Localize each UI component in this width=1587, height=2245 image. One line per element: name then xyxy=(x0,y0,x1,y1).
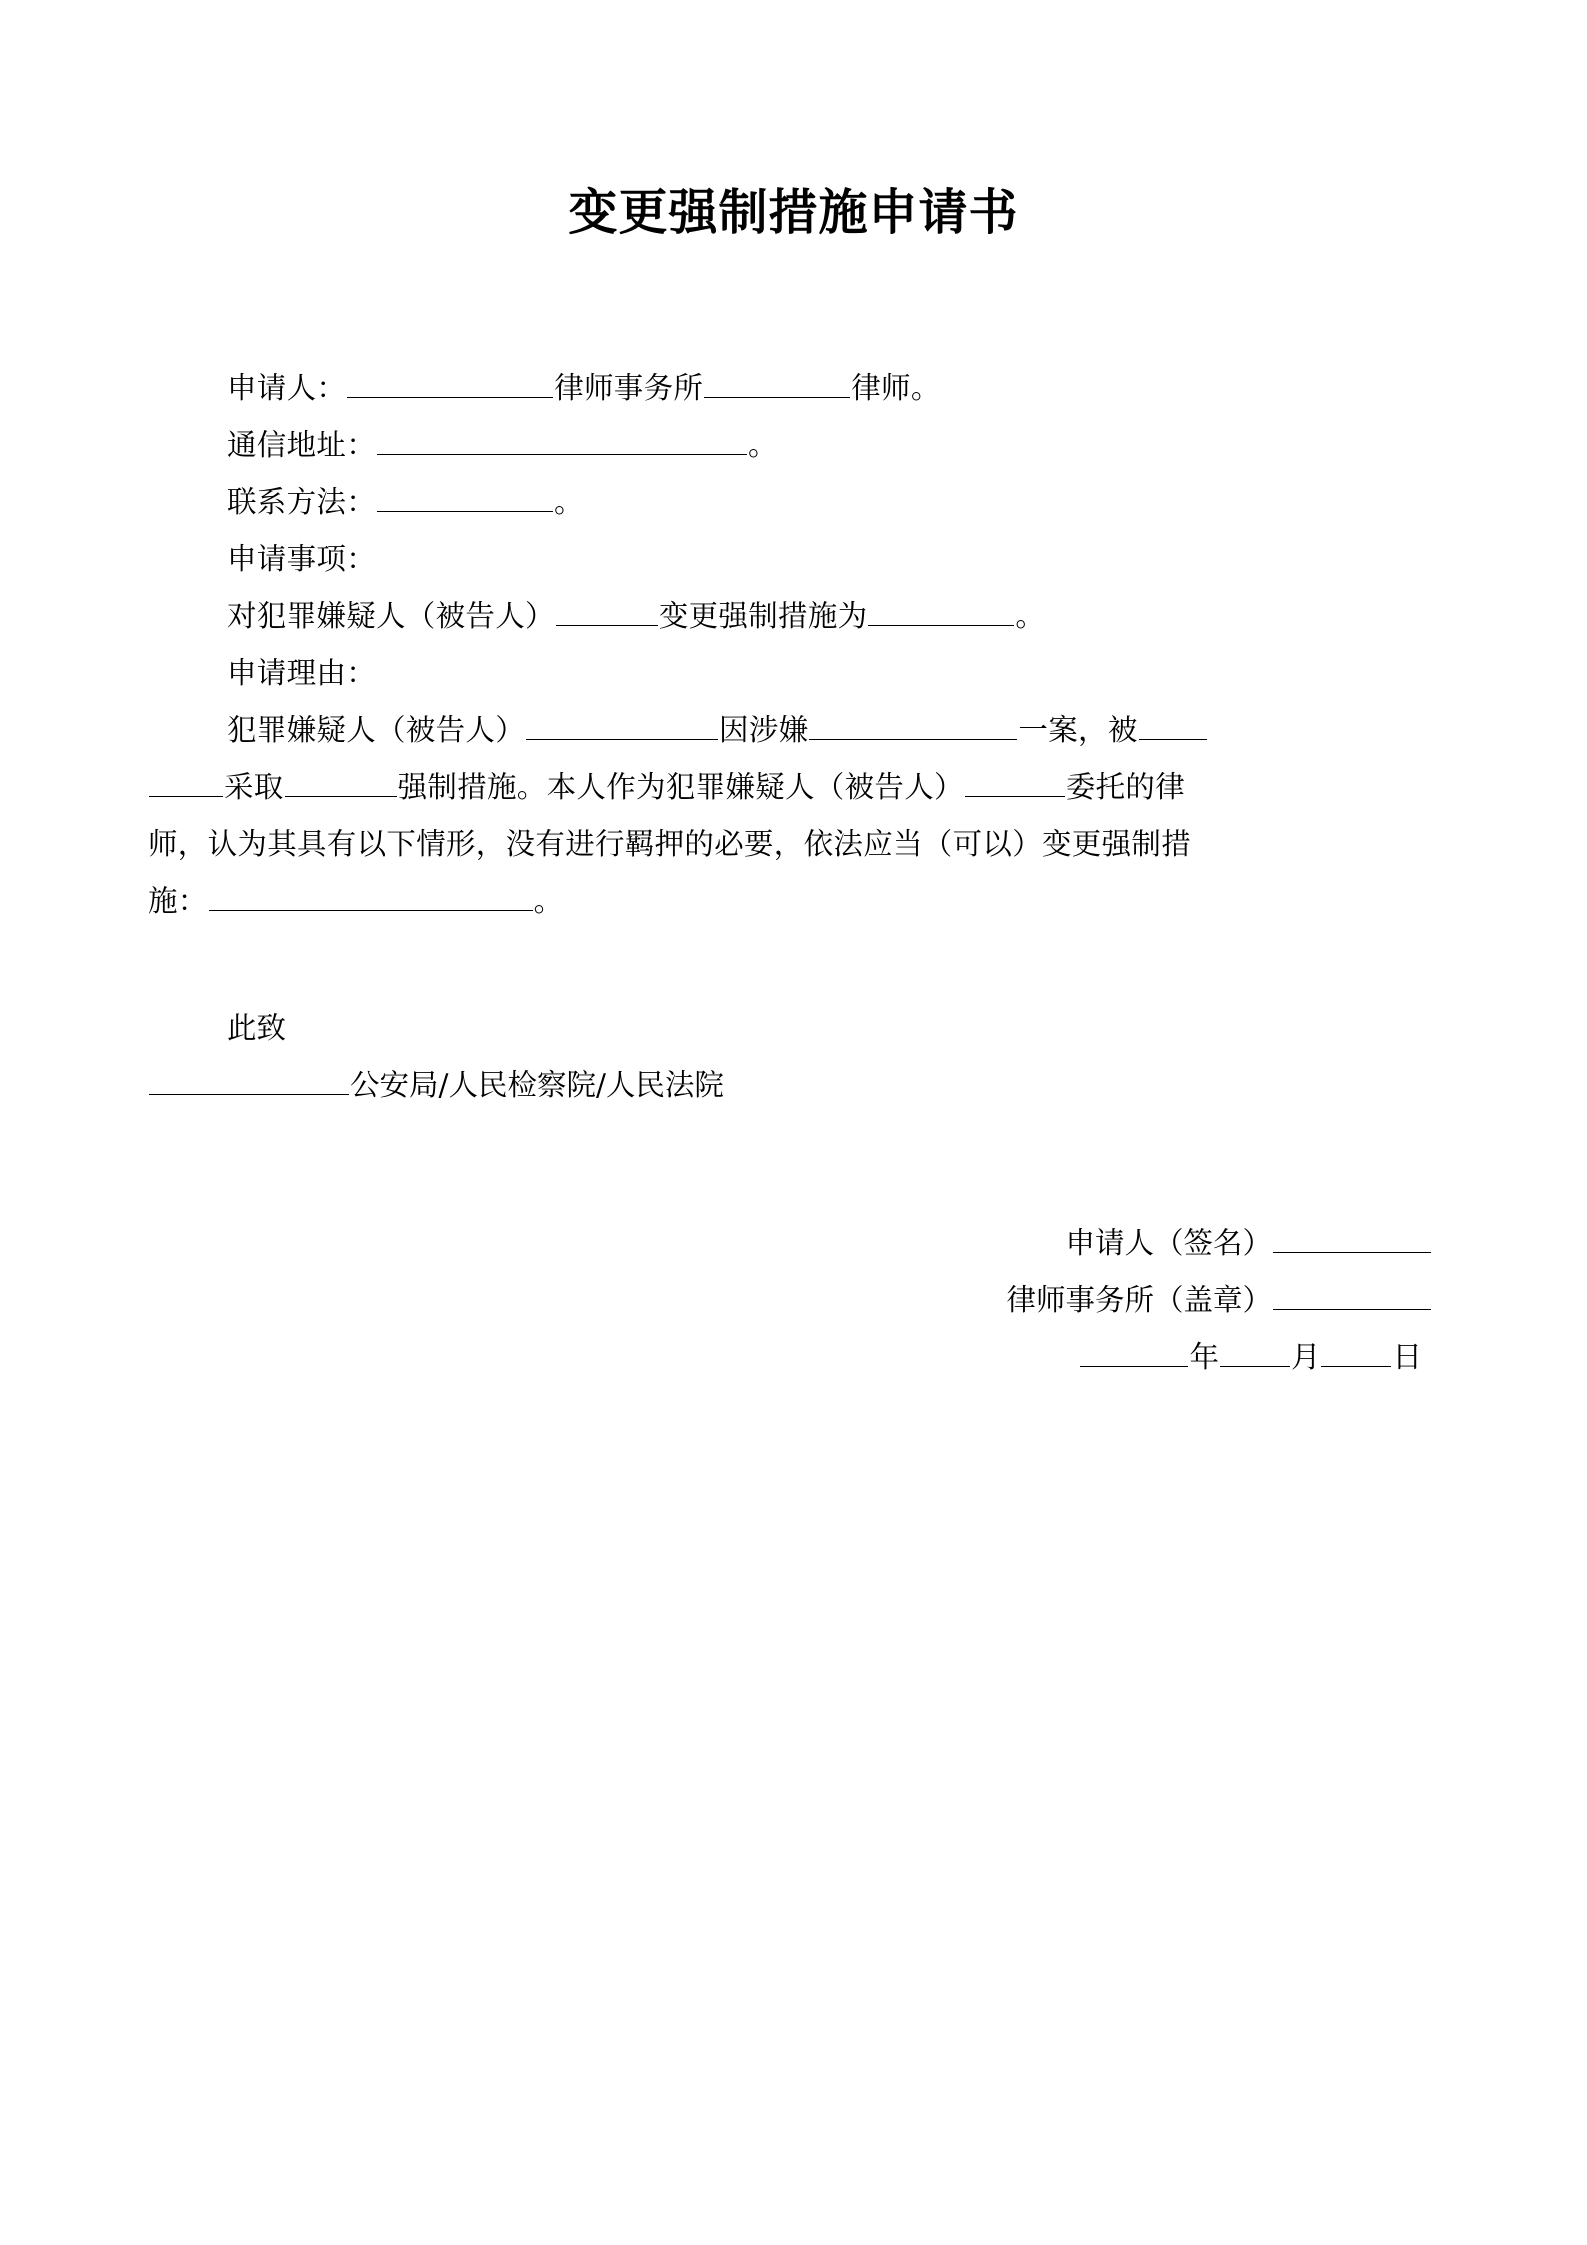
applicant-signature-blank[interactable] xyxy=(1273,1221,1431,1253)
reason-by-whom-blank-cont[interactable] xyxy=(149,765,223,797)
reason-circumstances-blank[interactable] xyxy=(209,879,533,911)
law-firm-seal-line xyxy=(148,1272,1440,1329)
reason-paragraph-line-3 xyxy=(148,816,1438,873)
field-address-line xyxy=(148,417,1438,474)
reason-paragraph-line-2 xyxy=(148,759,1438,816)
request-item-text-1: 对犯罪嫌疑人（被告人） xyxy=(227,599,555,633)
reason-measure-type-blank[interactable] xyxy=(285,765,397,797)
field-contact-line xyxy=(148,474,1438,531)
applicant-firm-suffix: 律师事务所 xyxy=(554,371,704,405)
address-period: 。 xyxy=(748,428,778,462)
closing-salutation-line xyxy=(148,1000,1438,1057)
reason-text-4a: 施： xyxy=(148,884,208,918)
applicant-name-blank[interactable] xyxy=(347,366,553,398)
request-item-content-line xyxy=(148,588,1438,645)
reason-by-whom-blank[interactable] xyxy=(1139,708,1207,740)
reason-text-3: 师，认为其具有以下情形，没有进行羁押的必要，依法应当（可以）变更强制措 xyxy=(148,827,1192,861)
address-blank[interactable] xyxy=(377,423,747,455)
date-day-label: 日 xyxy=(1392,1340,1422,1374)
closing-recipient-line xyxy=(148,1057,1438,1114)
reason-paragraph-line-4 xyxy=(148,873,1438,930)
field-applicant-line xyxy=(148,360,1438,417)
applicant-label: 申请人： xyxy=(227,371,347,405)
reason-text-2a: 采取 xyxy=(224,770,284,804)
applicant-lawyer-suffix: 律师。 xyxy=(851,371,941,405)
reason-text-1a: 犯罪嫌疑人（被告人） xyxy=(227,713,526,747)
law-firm-seal-label: 律师事务所（盖章） xyxy=(1006,1283,1272,1317)
closing-salutation: 此致 xyxy=(227,1011,287,1045)
date-month-label: 月 xyxy=(1290,1340,1321,1374)
reason-text-1b: 因涉嫌 xyxy=(719,713,809,747)
recipient-name-blank[interactable] xyxy=(149,1063,349,1095)
reason-suspect-name-blank[interactable] xyxy=(526,708,718,740)
contact-blank[interactable] xyxy=(377,480,553,512)
closing-recipient: 公安局/人民检察院/人民法院 xyxy=(350,1068,724,1102)
closing-section xyxy=(148,1000,1438,1114)
reason-text-4b: 。 xyxy=(533,884,564,918)
section-request-items-heading xyxy=(148,531,1438,588)
suspect-name-blank[interactable] xyxy=(556,594,658,626)
request-items-label: 申请事项： xyxy=(227,542,377,576)
address-label: 通信地址： xyxy=(227,428,377,462)
contact-label: 联系方法： xyxy=(227,485,377,519)
request-item-text-2: 变更强制措施为 xyxy=(658,599,868,633)
request-reason-label: 申请理由： xyxy=(227,656,377,690)
applicant-signature-line xyxy=(148,1215,1440,1272)
section-request-reason-heading xyxy=(148,645,1438,702)
law-firm-seal-blank[interactable] xyxy=(1273,1278,1431,1310)
request-item-period: 。 xyxy=(1015,599,1046,633)
date-day-blank[interactable] xyxy=(1321,1335,1391,1367)
applicant-signature-label: 申请人（签名） xyxy=(1065,1226,1272,1260)
date-year-blank[interactable] xyxy=(1080,1335,1188,1367)
reason-text-1c: 一案，被 xyxy=(1018,713,1138,747)
form-body xyxy=(148,360,1438,930)
applicant-lawyer-blank[interactable] xyxy=(704,366,850,398)
signature-section xyxy=(148,1215,1440,1386)
date-year-label: 年 xyxy=(1189,1340,1219,1374)
reason-text-2b: 强制措施。本人作为犯罪嫌疑人（被告人） xyxy=(397,770,964,804)
reason-text-2c: 委托的律 xyxy=(1065,770,1186,804)
reason-paragraph-line-1 xyxy=(148,702,1438,759)
new-measure-blank[interactable] xyxy=(868,594,1014,626)
reason-client-blank[interactable] xyxy=(965,765,1065,797)
date-line xyxy=(148,1329,1440,1386)
reason-charge-blank[interactable] xyxy=(809,708,1017,740)
contact-period: 。 xyxy=(554,485,584,519)
date-month-blank[interactable] xyxy=(1220,1335,1290,1367)
page-title: 变更强制措施申请书 xyxy=(568,183,1019,241)
